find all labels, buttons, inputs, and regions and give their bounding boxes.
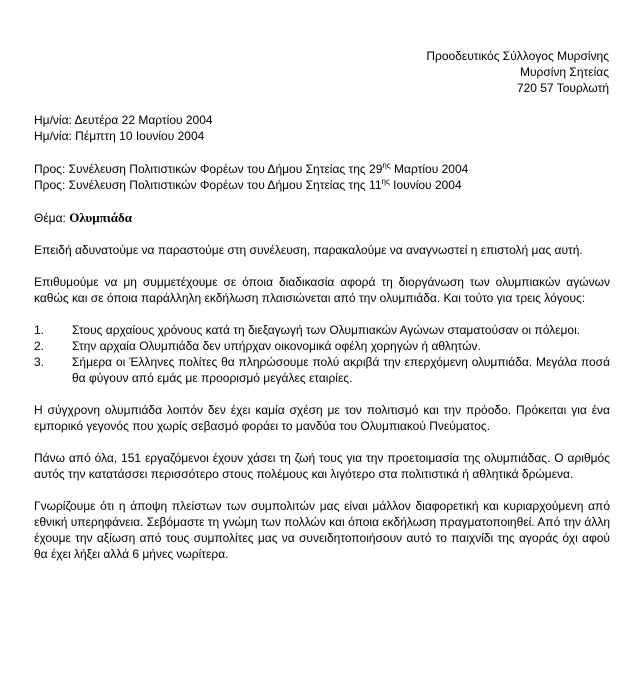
subject-label: Θέμα:: [34, 211, 70, 225]
date-block: [34, 112, 610, 144]
ordinal-suffix: ης: [381, 177, 390, 186]
sender-address: [34, 48, 609, 96]
reasons-list: [34, 322, 610, 386]
list-item: [34, 322, 610, 338]
sender-village: Μυρσίνη Σητείας: [519, 65, 609, 79]
ordinal-suffix: ης: [382, 161, 391, 170]
list-text: Στην αρχαία Ολυμπιάδα δεν υπήρχαν οικονομικά οφέλη χορηγών ή αθλητών.: [72, 339, 481, 353]
recipient-month: Μαρτίου 2004: [390, 162, 469, 176]
recipient-month: Ιουνίου 2004: [389, 178, 462, 192]
paragraph-workers: Πάνω από όλα, 151 εργαζόμενοι έχουν χάσει τη ζωή τους για την προετοιμασία της ολυμπιάδας. Ο αριθμός αυτός την κατατάσσει περισσότερο στους πολέμους και λιγότερο στα πολιτιστικά ή αθλητικά δρώμενα.: [34, 451, 610, 481]
list-number: 1.: [34, 323, 45, 337]
list-number: 2.: [34, 339, 45, 353]
recipient-line: [34, 177, 610, 193]
list-text: Σήμερα οι Έλληνες πολίτες θα πληρώσουμε πολύ ακριβά την επερχόμενη ολυμπιάδα. Μεγάλα ποσά θα φύγουν από εμάς με προορισμό μεγάλες εταιρίες.: [72, 355, 610, 385]
date-line: Ημ/νία: Δευτέρα 22 Μαρτίου 2004: [34, 113, 213, 127]
recipient-text: Προς: Συνέλευση Πολιτιστικών Φορέων του Δήμου Σητείας της 11: [34, 178, 382, 192]
paragraph-position: Επιθυμούμε να μη συμμετέχουμε σε όποια διαδικασία αφορά τη διοργάνωση των ολυμπιακών αγώνων καθώς και σε όποια παράλληλη εκδήλωση πλαισιώνεται από την ολυμπιάδα. Και τούτο για τρεις λόγους:: [34, 275, 610, 305]
paragraph-closing: Γνωρίζουμε ότι η άποψη πλείστων των συμπολιτών μας είναι μάλλον διαφορετική και κυριαρχούμενη από εθνική υπερηφάνεια. Σεβόμαστε τη γνώμη των πολλών και όποια εκδήλωση πραγματοποιηθεί. Από την άλλη έχουμε την αξίωση από τους συμπολίτες μας να συνειδητοποιήσουν αυτό το παιχνίδι της αγοράς όχι αφού θα έχει λήξει αλλά 6 μήνες νωρίτερα.: [34, 499, 610, 561]
subject-line: [34, 210, 610, 226]
list-text: Στους αρχαίους χρόνους κατά τη διεξαγωγή των Ολυμπιακών Αγώνων σταματούσαν οι πόλεμοι.: [72, 323, 581, 337]
sender-org: Προοδευτικός Σύλλογος Μυρσίνης: [426, 49, 609, 63]
recipient-text: Προς: Συνέλευση Πολιτιστικών Φορέων του Δήμου Σητείας της 29: [34, 162, 383, 176]
date-line: Ημ/νία: Πέμπτη 10 Ιουνίου 2004: [34, 129, 205, 143]
subject-value: Ολυμπιάδα: [69, 210, 133, 225]
list-number: 3.: [34, 355, 45, 369]
list-item: [34, 354, 610, 386]
sender-postcode: 720 57 Τουρλωτή: [516, 81, 609, 95]
paragraph-conclusion: Η σύγχρονη ολυμπιάδα λοιπόν δεν έχει καμία σχέση με τον πολιτισμό και την πρόοδο. Πρόκειται για ένα εμπορικό γεγονός που χωρίς σεβασμό φοράει το μανδύα του Ολυμπιακού Πνεύματος.: [34, 403, 610, 433]
paragraph-intro: Επειδή αδυνατούμε να παραστούμε στη συνέλευση, παρακαλούμε να αναγνωστεί η επιστολή μας αυτή.: [34, 243, 583, 257]
recipient-block: [34, 161, 610, 193]
list-item: [34, 338, 610, 354]
recipient-line: [34, 161, 610, 177]
